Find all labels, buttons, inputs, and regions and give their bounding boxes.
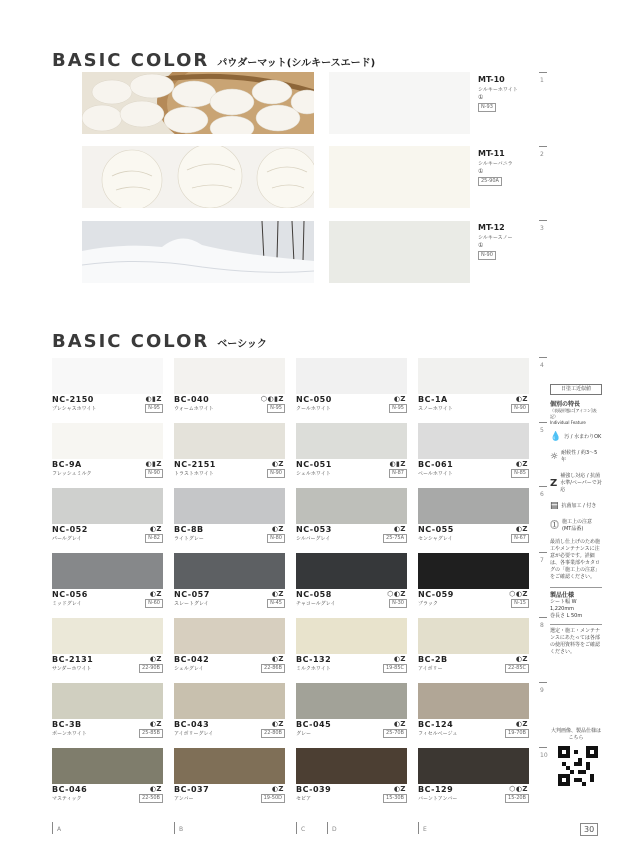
n-value: N-60 [145, 599, 163, 608]
spec-note: 選定・施工・メンテナンスにあたっては各部の使用資料等をご確認ください。 [550, 624, 602, 656]
n-value: 19-85C [383, 664, 407, 673]
row-number: 8 [540, 622, 544, 629]
row-marker [539, 72, 547, 73]
z-icon: Z [550, 478, 558, 489]
feature-icons: ◐Z [271, 785, 284, 793]
column-label: A [57, 826, 62, 833]
color-name: ブラック [418, 601, 438, 607]
color-name: センシャグレイ [418, 536, 453, 542]
mt-name: シルキーバニラ [478, 161, 513, 167]
color-name: フレッシュミルク [52, 471, 92, 477]
color-name: サンダーホワイト [52, 666, 92, 672]
feature-icons: ◐Z [149, 590, 162, 598]
mt-mark-icon: ① [478, 242, 484, 249]
n-value: N-90 [145, 469, 163, 478]
feature-icons: ⬡◐▮Z [260, 395, 284, 403]
color-code: BC-1A [418, 395, 448, 404]
n-value: N-30 [389, 599, 407, 608]
photo-cocoons [82, 72, 314, 134]
features-sub: （表現形態に[アイコン]表記） Individual Feature [550, 408, 597, 425]
color-code: BC-3B [52, 720, 82, 729]
column-label: B [179, 826, 184, 833]
color-code: NC-2150 [52, 395, 94, 404]
color-name: アンバー [174, 796, 194, 802]
page-number: 30 [580, 823, 598, 836]
feature-icons: ⬡◐Z [387, 590, 406, 598]
color-code: NC-052 [52, 525, 88, 534]
spec-width: シート幅 W 1,220mm [550, 599, 577, 612]
n-value: N-15 [511, 599, 529, 608]
section1-title: BASIC COLOR [52, 50, 210, 71]
feature-icons: ◐Z [271, 525, 284, 533]
feature-icons: ◐Z [515, 720, 528, 728]
n-value: 22-85C [505, 664, 529, 673]
color-code: BC-8B [174, 525, 204, 534]
feature-icons: ◐Z [271, 590, 284, 598]
color-swatch [418, 748, 529, 784]
feature-icons: ◐Z [149, 525, 162, 533]
color-swatch [52, 748, 163, 784]
color-name: ボーンホワイト [52, 731, 87, 737]
row-number: 6 [540, 491, 544, 498]
feature-icons: ◐Z [149, 785, 162, 793]
n-value: N-95 [145, 404, 163, 413]
n-value: 15-30B [383, 794, 407, 803]
n-value: 22-50B [139, 794, 163, 803]
column-divider [296, 822, 297, 834]
color-swatch [296, 423, 407, 459]
color-name: ペールホワイト [418, 471, 453, 477]
feature-icons: ◐▮Z [145, 395, 162, 403]
mt-n-value: N-90 [478, 251, 496, 260]
color-swatch [52, 423, 163, 459]
mt-n-value: N-93 [478, 103, 496, 112]
color-code: BC-039 [296, 785, 332, 794]
n-value: N-87 [389, 469, 407, 478]
color-code: BC-2131 [52, 655, 94, 664]
mt-code: MT-12 [478, 223, 505, 232]
color-name: スノーホワイト [418, 406, 453, 412]
color-code: NC-053 [296, 525, 332, 534]
color-code: NC-058 [296, 590, 332, 599]
water-drop-icon: 💧 [550, 432, 562, 442]
row-number: 4 [540, 362, 544, 369]
feature-icons: ◐Z [393, 525, 406, 533]
column-divider [418, 822, 419, 834]
column-divider [327, 822, 328, 834]
feature-icons: ⬡◐Z [509, 590, 528, 598]
feature-icons: ◐▮Z [389, 460, 406, 468]
color-swatch [174, 358, 285, 394]
photo-snow [82, 221, 314, 283]
color-swatch [296, 618, 407, 654]
row-marker [539, 682, 547, 683]
color-code: NC-050 [296, 395, 332, 404]
feature-5: 施工上の注意 (MT品番) [562, 519, 593, 532]
feature-2: 耐候性 / 約3〜5年 [561, 450, 598, 463]
feature-icons: ◐Z [271, 655, 284, 663]
color-name: プレシャスホワイト [52, 406, 97, 412]
n-value: N-45 [267, 599, 285, 608]
color-code: NC-059 [418, 590, 454, 599]
qr-label: 大判画像、製品仕様はこちら [550, 728, 601, 741]
feature-icons: ◐Z [515, 525, 528, 533]
color-name: ウォームホワイト [174, 406, 214, 412]
color-name: シルバーグレイ [296, 536, 331, 542]
feature-icons: ◐Z [271, 720, 284, 728]
color-swatch [418, 618, 529, 654]
section-title-powder-matte [52, 50, 375, 71]
color-code: BC-045 [296, 720, 332, 729]
color-name: パールグレイ [52, 536, 82, 542]
approx-badge: 日塗工近似値 [550, 384, 602, 395]
color-swatch [174, 553, 285, 589]
color-swatch [296, 683, 407, 719]
color-code: NC-056 [52, 590, 88, 599]
column-label: D [332, 826, 337, 833]
row-number: 3 [540, 225, 544, 232]
feature-icons: ◐Z [149, 655, 162, 663]
mt-mark-icon: ① [478, 168, 484, 175]
mt-code: MT-10 [478, 75, 505, 84]
color-code: BC-043 [174, 720, 210, 729]
color-swatch [52, 358, 163, 394]
color-name: セピア [296, 796, 312, 802]
column-divider [174, 822, 175, 834]
caution-note: 最消し仕上げのため施工やメンテナンスに注意が必要です。詳細は、各事業部やカタログの「施工上の注意」をご確認ください。 [550, 539, 601, 580]
color-name: ミルクホワイト [296, 666, 331, 672]
n-value: 19-70B [505, 729, 529, 738]
n-value: 15-20B [505, 794, 529, 803]
color-name: シェルグレイ [174, 666, 204, 672]
column-label: C [301, 826, 306, 833]
color-code: NC-2151 [174, 460, 216, 469]
n-value: N-90 [511, 404, 529, 413]
n-value: 22-86B [261, 664, 285, 673]
color-swatch [418, 423, 529, 459]
row-marker [539, 486, 547, 487]
feature-3: 補強し対応 / 抗菌水準/ペーパーで対応 [560, 473, 602, 493]
n-value: 25-70B [383, 729, 407, 738]
layers-icon: ▤ [550, 501, 559, 511]
feature-icons: ⬡◐Z [509, 785, 528, 793]
sidebar [550, 384, 602, 656]
row-marker [539, 552, 547, 553]
mt-name: シルキースノー [478, 235, 513, 241]
mt-mark-icon: ① [478, 94, 484, 101]
mt-code: MT-11 [478, 149, 505, 158]
swatch-mt-10 [329, 72, 470, 134]
color-code: BC-040 [174, 395, 210, 404]
n-value: N-95 [267, 404, 285, 413]
color-name: アイボリー [418, 666, 443, 672]
color-swatch [418, 683, 529, 719]
n-value: 22-90B [139, 664, 163, 673]
color-code: BC-046 [52, 785, 88, 794]
feature-icons: ◐▮Z [145, 460, 162, 468]
column-divider [52, 822, 53, 834]
n-value: N-82 [145, 534, 163, 543]
photo-ice-cream [82, 146, 314, 208]
caution-icon: ⓵ [550, 520, 560, 531]
color-name: シェルホワイト [296, 471, 331, 477]
column-label: E [423, 826, 427, 833]
feature-icons: ◐Z [515, 395, 528, 403]
feature-icons: ◐Z [515, 460, 528, 468]
spec-title: 製品仕様 [550, 587, 602, 599]
n-value: N-90 [267, 469, 285, 478]
color-name: クールホワイト [296, 406, 331, 412]
features-title: 個別の特長 [550, 401, 581, 408]
row-number: 5 [540, 427, 544, 434]
color-swatch [174, 423, 285, 459]
swatch-mt-12 [329, 221, 470, 283]
color-code: BC-061 [418, 460, 454, 469]
feature-icons: ◐Z [271, 460, 284, 468]
color-name: アイボリーグレイ [174, 731, 214, 737]
n-value: N-95 [389, 404, 407, 413]
color-code: NC-051 [296, 460, 332, 469]
row-marker [539, 357, 547, 358]
mt-name: シルキーホワイト [478, 87, 518, 93]
feature-icons: ◐Z [515, 655, 528, 663]
color-swatch [418, 553, 529, 589]
row-number: 2 [540, 151, 544, 158]
color-name: ライトグレー [174, 536, 204, 542]
color-swatch [174, 488, 285, 524]
n-value: 25-75A [383, 534, 407, 543]
color-swatch [296, 358, 407, 394]
color-code: BC-042 [174, 655, 210, 664]
color-swatch [52, 683, 163, 719]
sun-icon: ☼ [550, 451, 559, 462]
section1-subtitle: パウダーマット(シルキースエード) [217, 58, 376, 69]
color-swatch [52, 553, 163, 589]
feature-icons: ◐Z [149, 720, 162, 728]
section-title-basic [52, 331, 267, 352]
color-code: BC-132 [296, 655, 332, 664]
row-number: 9 [540, 687, 544, 694]
row-marker [539, 220, 547, 221]
n-value: N-80 [267, 534, 285, 543]
color-code: NC-055 [418, 525, 454, 534]
n-value: 19-50D [261, 794, 285, 803]
color-swatch [174, 683, 285, 719]
row-number: 10 [540, 752, 548, 759]
n-value: 22-80B [261, 729, 285, 738]
swatch-mt-11 [329, 146, 470, 208]
color-swatch [52, 618, 163, 654]
color-code: BC-9A [52, 460, 82, 469]
mt-n-value: 25-90A [478, 177, 502, 186]
color-name: チャコールグレイ [296, 601, 336, 607]
row-marker [539, 422, 547, 423]
feature-icons: ◐Z [393, 720, 406, 728]
color-swatch [296, 553, 407, 589]
color-name: グレー [296, 731, 312, 737]
color-name: マスティック [52, 796, 82, 802]
color-code: BC-124 [418, 720, 454, 729]
feature-4: 抗菌加工 / 付き [561, 503, 597, 509]
feature-icons: ◐Z [393, 655, 406, 663]
feature-1: 汚 / 水まわりOK [564, 434, 602, 440]
color-name: フィセルベージュ [418, 731, 458, 737]
color-code: BC-129 [418, 785, 454, 794]
row-number: 1 [540, 77, 544, 84]
row-number: 7 [540, 557, 544, 564]
row-marker [539, 747, 547, 748]
row-marker [539, 617, 547, 618]
color-code: NC-057 [174, 590, 210, 599]
color-swatch [52, 488, 163, 524]
row-marker [539, 146, 547, 147]
n-value: N-85 [511, 469, 529, 478]
feature-icons: ◐Z [393, 785, 406, 793]
qr-code[interactable] [558, 746, 598, 786]
n-value: N-67 [511, 534, 529, 543]
color-swatch [296, 748, 407, 784]
color-code: BC-037 [174, 785, 210, 794]
color-name: ミッドグレイ [52, 601, 82, 607]
color-code: BC-2B [418, 655, 448, 664]
feature-icons: ◐Z [393, 395, 406, 403]
section2-title: BASIC COLOR [52, 331, 210, 352]
section2-subtitle: ベーシック [217, 339, 267, 350]
color-swatch [174, 748, 285, 784]
color-name: スレートグレイ [174, 601, 209, 607]
color-swatch [174, 618, 285, 654]
color-name: トラストホワイト [174, 471, 214, 477]
color-swatch [418, 488, 529, 524]
spec-length: 巻長さ L 50m [550, 613, 583, 619]
color-name: バーントアンバー [418, 796, 458, 802]
n-value: 25-85B [139, 729, 163, 738]
color-swatch [418, 358, 529, 394]
color-swatch [296, 488, 407, 524]
